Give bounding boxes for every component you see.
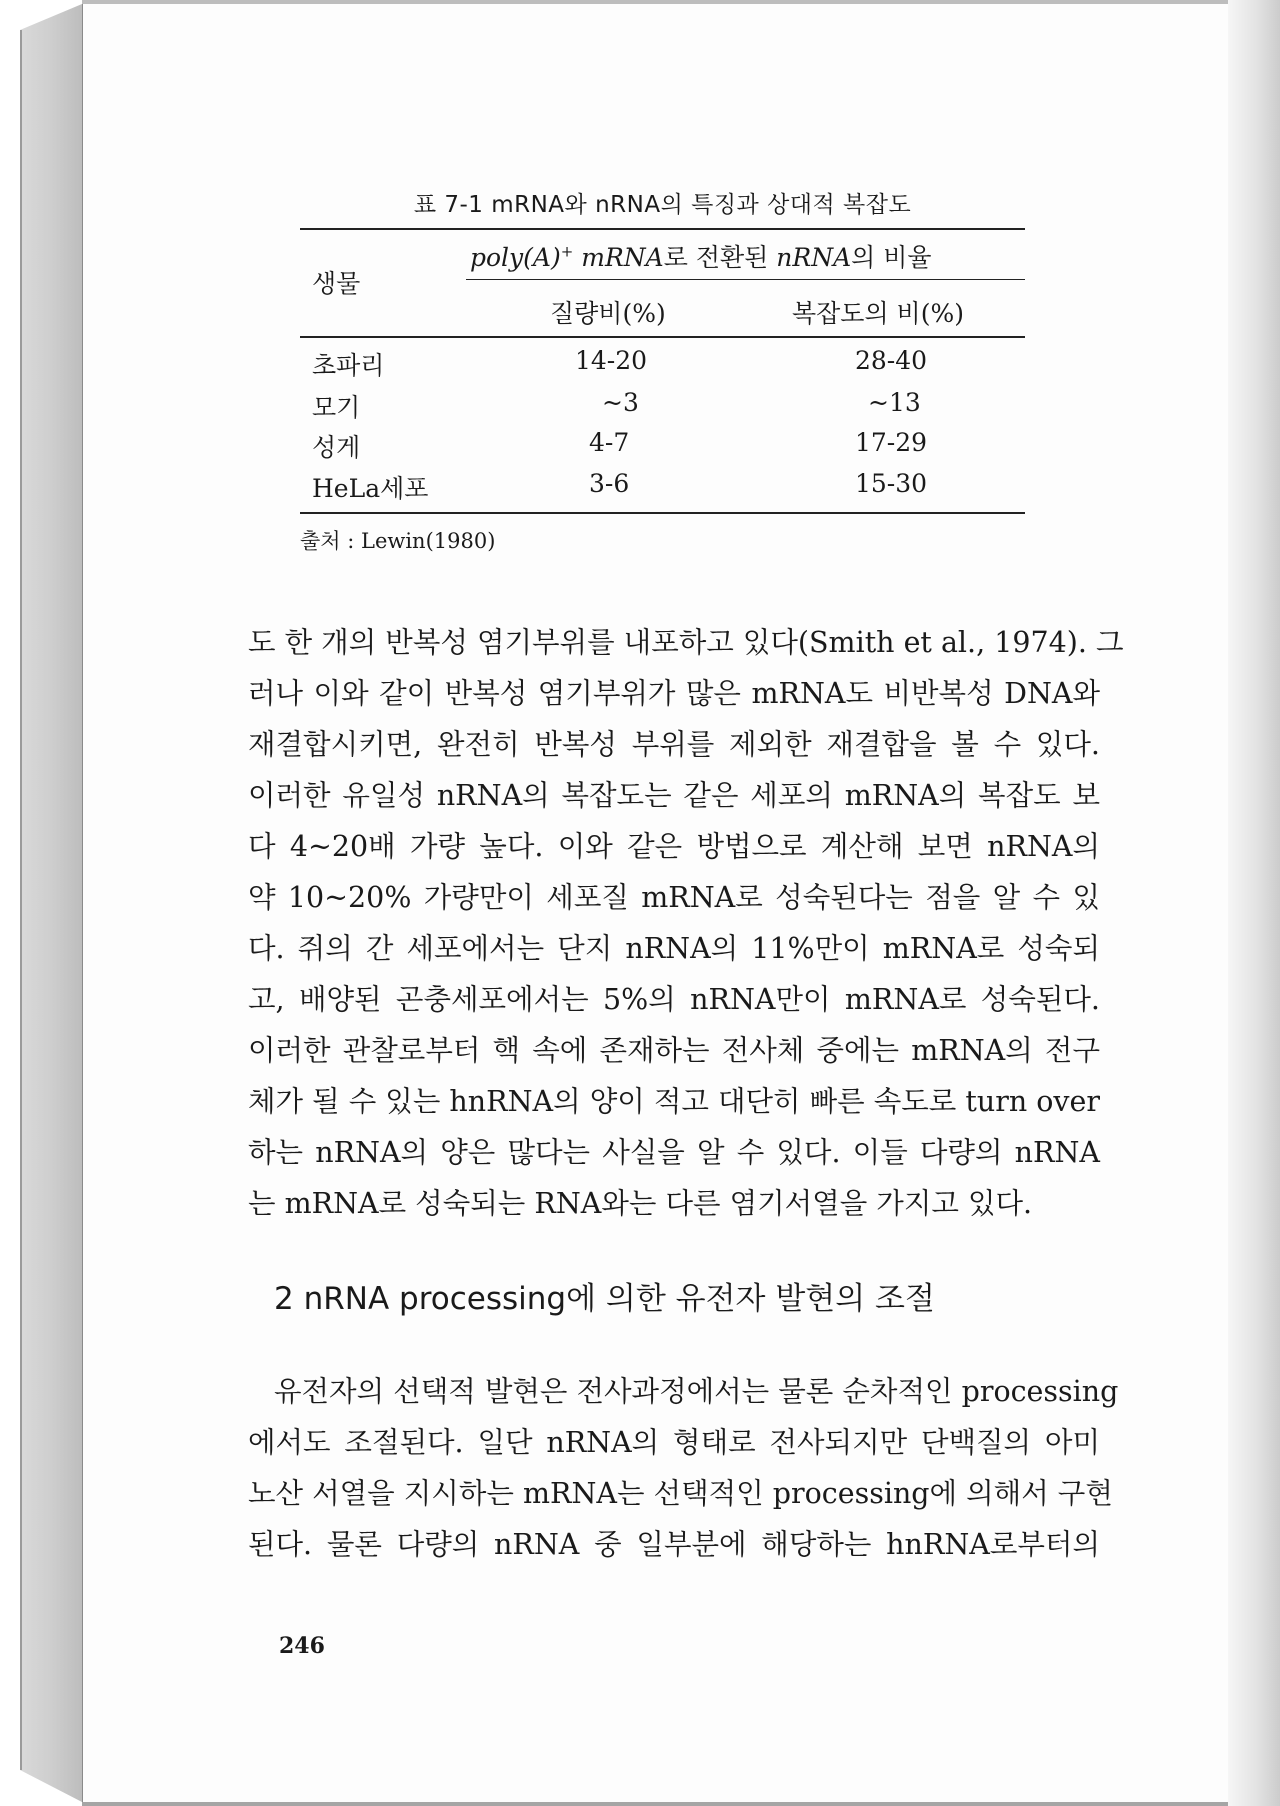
page-number: 246 bbox=[279, 1633, 325, 1659]
table-header-rule bbox=[300, 336, 1025, 338]
text-line: 유전자의 선택적 발현은 전사과정에서는 물론 순차적인 processing bbox=[274, 1375, 1119, 1408]
table-bottom-rule bbox=[300, 512, 1025, 514]
row-mass: 4-7 bbox=[589, 428, 630, 457]
row-organism: 성게 bbox=[312, 433, 361, 462]
text-line: 된다. 물론 다량의 nRNA 중 일부분에 해당하는 hnRNA로부터의 bbox=[248, 1528, 1100, 1561]
text-line: 에서도 조절된다. 일단 nRNA의 형태로 전사되지만 단백질의 아미 bbox=[248, 1426, 1100, 1459]
row-mass: 14-20 bbox=[575, 346, 648, 375]
table-source: 출처 : Lewin(1980) bbox=[300, 529, 496, 553]
book-spine bbox=[0, 0, 82, 1806]
row-complexity: 17-29 bbox=[855, 428, 928, 457]
text-line: 고, 배양된 곤충세포에서는 5%의 nRNA만이 mRNA로 성숙된다. bbox=[248, 983, 1100, 1016]
text-line: 러나 이와 같이 반복성 염기부위가 많은 mRNA도 비반복성 DNA와 bbox=[248, 677, 1100, 710]
header-group-middle: 로 전환된 bbox=[663, 243, 769, 272]
text-line: 재결합시키면, 완전히 반복성 부위를 제외한 재결합을 볼 수 있다. bbox=[248, 728, 1100, 761]
text-line: 약 10~20% 가량만이 세포질 mRNA로 성숙된다는 점을 알 수 있 bbox=[248, 881, 1100, 914]
body-paragraph-2 bbox=[248, 1366, 1119, 1570]
text-line: 는 mRNA로 성숙되는 RNA와는 다른 염기서열을 가지고 있다. bbox=[248, 1187, 1033, 1220]
text-line: 하는 nRNA의 양은 많다는 사실을 알 수 있다. 이들 다량의 nRNA bbox=[248, 1136, 1100, 1169]
row-organism: 초파리 bbox=[312, 351, 385, 380]
header-group-suffix: 의 비율 bbox=[851, 243, 932, 272]
header-group-sup: + bbox=[560, 242, 574, 261]
row-complexity: 15-30 bbox=[855, 469, 928, 498]
header-mass: 질량비(%) bbox=[550, 299, 666, 328]
row-mass: 3-6 bbox=[589, 469, 630, 498]
row-complexity: 28-40 bbox=[855, 346, 928, 375]
text-line: 다 4~20배 가량 높다. 이와 같은 방법으로 계산해 보면 nRNA의 bbox=[248, 830, 1100, 863]
row-organism: 모기 bbox=[312, 393, 361, 422]
row-mass: ~3 bbox=[602, 388, 639, 417]
text-line: 이러한 관찰로부터 핵 속에 존재하는 전사체 중에는 mRNA의 전구 bbox=[248, 1034, 1100, 1067]
row-organism: HeLa세포 bbox=[312, 474, 429, 503]
header-group bbox=[470, 238, 932, 274]
body-paragraph-1 bbox=[248, 617, 1124, 1229]
table-top-rule bbox=[300, 228, 1025, 230]
text-line: 다. 쥐의 간 세포에서는 단지 nRNA의 11%만이 mRNA로 성숙되 bbox=[248, 932, 1100, 965]
section-heading: 2 nRNA processing에 의한 유전자 발현의 조절 bbox=[274, 1281, 935, 1317]
table-mid-rule bbox=[466, 279, 1025, 280]
page-right-shadow bbox=[1228, 0, 1280, 1806]
header-complexity: 복잡도의 비(%) bbox=[792, 299, 964, 328]
text-line: 노산 서열을 지시하는 mRNA는 선택적인 processing에 의해서 구현 bbox=[248, 1477, 1113, 1510]
text-line: 체가 될 수 있는 hnRNA의 양이 적고 대단히 빠른 속도로 turn over bbox=[248, 1085, 1100, 1118]
header-organism: 생물 bbox=[312, 269, 361, 298]
row-complexity: ~13 bbox=[868, 388, 921, 417]
text-line: 도 한 개의 반복성 염기부위를 내포하고 있다(Smith et al., 1974). 그 bbox=[248, 626, 1124, 659]
page-bottom-edge bbox=[82, 1802, 1228, 1806]
table-caption: 표 7-1 mRNA와 nRNA의 특징과 상대적 복잡도 bbox=[413, 192, 912, 218]
spine-edge bbox=[20, 30, 22, 1770]
header-group-mrna: mRNA bbox=[581, 243, 664, 272]
text-line: 이러한 유일성 nRNA의 복잡도는 같은 세포의 mRNA의 복잡도 보 bbox=[248, 779, 1100, 812]
header-group-nrna: nRNA bbox=[776, 243, 852, 272]
header-group-prefix: poly(A) bbox=[470, 243, 561, 272]
